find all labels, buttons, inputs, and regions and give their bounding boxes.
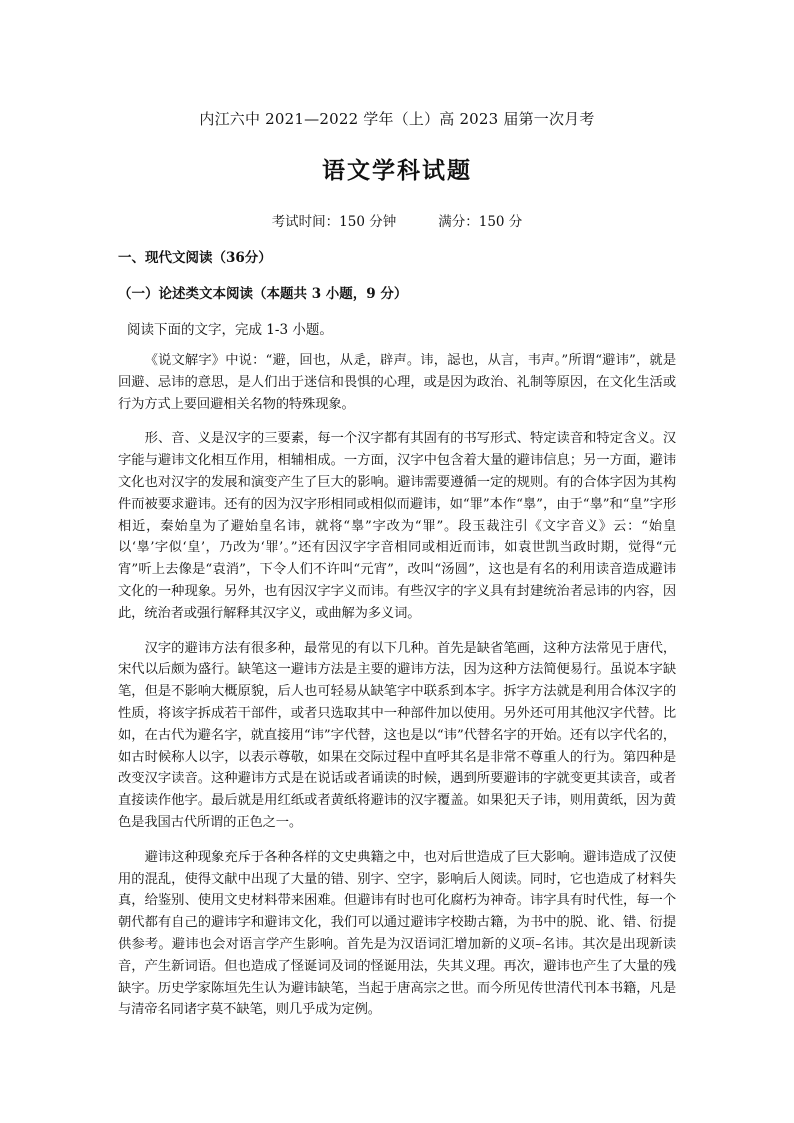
reading-passage (118, 350, 676, 1034)
section-heading: 一、现代文阅读（36分） (118, 250, 272, 266)
exam-time: 考试时间：150 分钟 (271, 214, 397, 230)
passage-paragraph: 形、音、义是汉字的三要素，每一个汉字都有其固有的书写形式、特定读音和特定含义。汉字能与避讳文化相互作用，相辅相成。一方面，汉字中包含着大量的避讳信息；另一方面，避讳文化也对汉字的发展和演变产生了巨大的影响。避讳需要遵循一定的规则。有的合体字因为其构件而被要求避讳。还有的因为汉字形相同或相似而避讳，如“罪”本作“辠”，由于“辠”和“皇”字形相近，秦始皇为了避始皇名讳，就将“辠”字改为“罪”。段玉裁注引《文字音义》云：“始皇以‘辠’字似‘皇’，乃改为‘罪’。”还有因汉字字音相同或相近而讳，如袁世凯当政时期，觉得“元宵”听上去像是“袁消”，下令人们不许叫“元宵”，改叫“汤圆”，这也是有名的利用读音造成避讳文化的一种现象。另外，也有因汉字字义而讳。有些汉字的字义具有封建统治者忌讳的内容，因此，统治者或强行解释其汉字义，或曲解为多义词。 (118, 431, 676, 621)
passage-paragraph: 《说文解字》中说：“避，回也，从辵，辟声。讳，誋也，从言，韦声。”所谓“避讳”，就是回避、忌讳的意思，是人们出于迷信和畏惧的心理，或是因为政治、礼制等原因，在文化生活或行为方式上要回避相关名物的特殊现象。 (118, 353, 676, 412)
exam-title: 内江六中 2021—2022 学年（上）高 2023 届第一次月考 (199, 110, 595, 128)
exam-meta (0, 210, 794, 230)
passage-paragraph: 避讳这种现象充斥于各种各样的文史典籍之中，也对后世造成了巨大影响。避讳造成了汉使用的混乱，使得文献中出现了大量的错、别字、空字，影响后人阅读。同时，它也造成了材料失真，给鉴别、使用文史材料带来困难。但避讳有时也可化腐朽为神奇。讳字具有时代性，每一个朝代都有自己的避讳字和避讳文化，我们可以通过避讳字校勘古籍，为书中的脱、讹、错、衍提供参考。避讳也会对语言学产生影响。首先是为汉语词汇增加新的义项–名讳。其次是出现新读音，产生新词语。但也造成了怪诞词及词的怪诞用法，失其义理。再次，避讳也产生了大量的残缺字。历史学家陈垣先生认为避讳缺笔，当起于唐高宗之世。而今所见传世清代刊本书籍，凡是与清帝名同诸字莫不缺笔，则几乎成为定例。 (118, 849, 676, 1018)
reading-instruction: 阅读下面的文字，完成 1-3 小题。 (127, 322, 333, 338)
subsection-heading: （一）论述类文本阅读（本题共 3 小题，9 分） (118, 286, 408, 302)
exam-score: 满分：150 分 (438, 214, 523, 230)
subject-title: 语文学科试题 (322, 157, 472, 184)
passage-paragraph: 汉字的避讳方法有很多种，最常见的有以下几种。首先是缺省笔画，这种方法常见于唐代，宋代以后颇为盛行。缺笔这一避讳方法是主要的避讳方法，因为这种方法简便易行。虽说本字缺笔，但是不影响大概原貌，后人也可轻易从缺笔字中联系到本字。拆字方法就是利用合体汉字的性质，将该字拆成若干部件，或者只选取其中一种部件加以使用。另外还可用其他汉字代替。比如，在古代为避名字，就直接用“讳”字代替，这也是以“讳”代替名字的开始。还有以字代名的，如古时候称人以字，以表示尊敬，如果在交际过程中直呼其名是非常不尊重人的行为。第四种是改变汉字读音。这种避讳方式是在说话或者诵读的时候，遇到所要避讳的字就变更其读音，或者直接读作他字。最后就是用红纸或者黄纸将避讳的汉字覆盖。如果犯天子讳，则用黄纸，因为黄色是我国古代所谓的正色之一。 (118, 640, 676, 830)
